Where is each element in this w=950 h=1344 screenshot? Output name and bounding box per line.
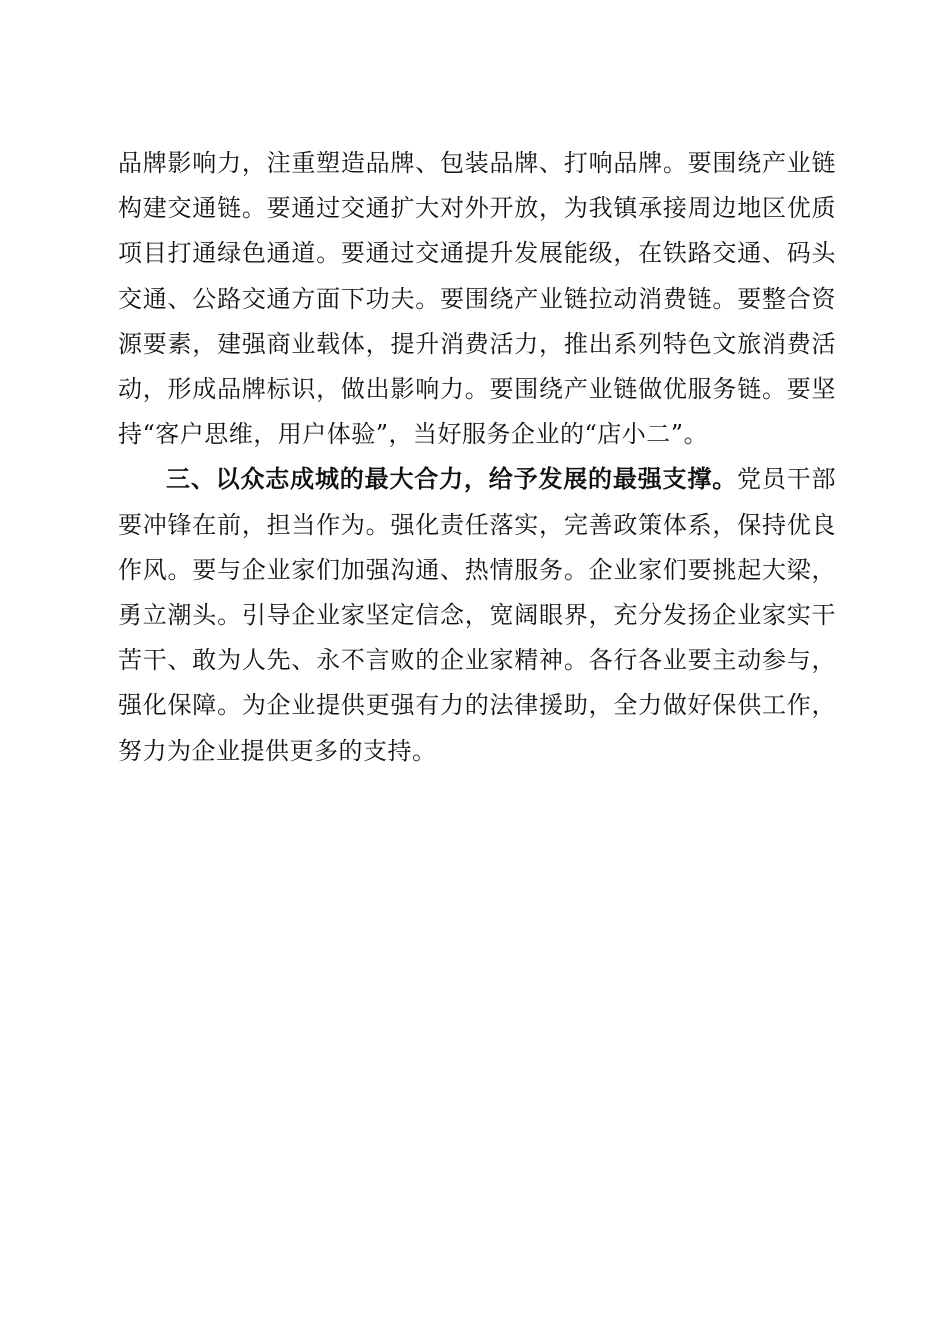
paragraph-section-three [118,457,836,773]
document-body [118,141,836,774]
paragraph-text: 党员干部要冲锋在前，担当作为。强化责任落实，完善政策体系，保持优良作风。要与企业家们加强沟通、热情服务。企业家们要挑起大梁，勇立潮头。引导企业家坚定信念，宽阔眼界，充分发扬企业家实干苦干、敢为人先、永不言败的企业家精神。各行各业要主动参与，强化保障。为企业提供更强有力的法律援助，全力做好保供工作，努力为企业提供更多的支持。 [118,465,837,765]
paragraph-continued [118,141,836,457]
paragraph-text: 品牌影响力，注重塑造品牌、包装品牌、打响品牌。要围绕产业链构建交通链。要通过交通扩大对外开放，为我镇承接周边地区优质项目打通绿色通道。要通过交通提升发展能级，在铁路交通、码头交通、公路交通方面下功夫。要围绕产业链拉动消费链。要整合资源要素，建强商业载体，提升消费活力，推出系列特色文旅消费活动，形成品牌标识，做出影响力。要围绕产业链做优服务链。要坚持“客户思维，用户体验”，当好服务企业的“店小二”。 [118,149,836,449]
section-heading: 三、以众志成城的最大合力，给予发展的最强支撑。 [166,465,738,494]
